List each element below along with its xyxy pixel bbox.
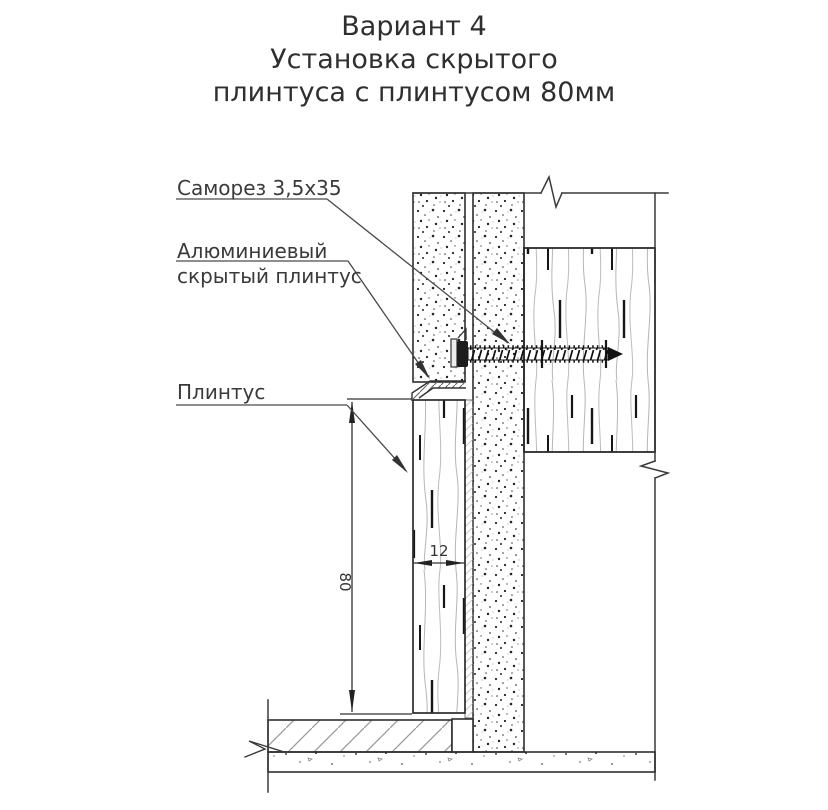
floor-underlay [268,720,452,752]
wall-core-layer [473,193,524,752]
dimension-80 [340,399,412,714]
profile-gap-strip [465,400,473,718]
callout-aluminum-line2: скрытый плинтус [177,264,362,288]
callout-screw: Саморез 3,5х35 [177,176,342,200]
floor-screed [268,752,655,772]
callout-plinth: Плинтус [177,380,266,404]
title-line-3: плинтуса с плинтусом 80мм [212,77,616,108]
top-break-mark [541,177,562,207]
profile-back-plate [451,339,457,367]
dimension-80-label: 80 [336,572,354,592]
floor-gap-box [452,719,473,752]
plinth-leader-arrow [392,455,408,473]
dimension-12-label: 12 [429,542,449,560]
screw-shaft [468,348,608,360]
screw-head [457,341,468,367]
right-break-mark [641,461,668,478]
title-line-1: Вариант 4 [341,11,487,42]
callout-aluminum-line1: Алюминиевый [177,239,328,263]
title-line-2: Установка скрытого [270,44,558,75]
drawing-title [213,10,615,109]
